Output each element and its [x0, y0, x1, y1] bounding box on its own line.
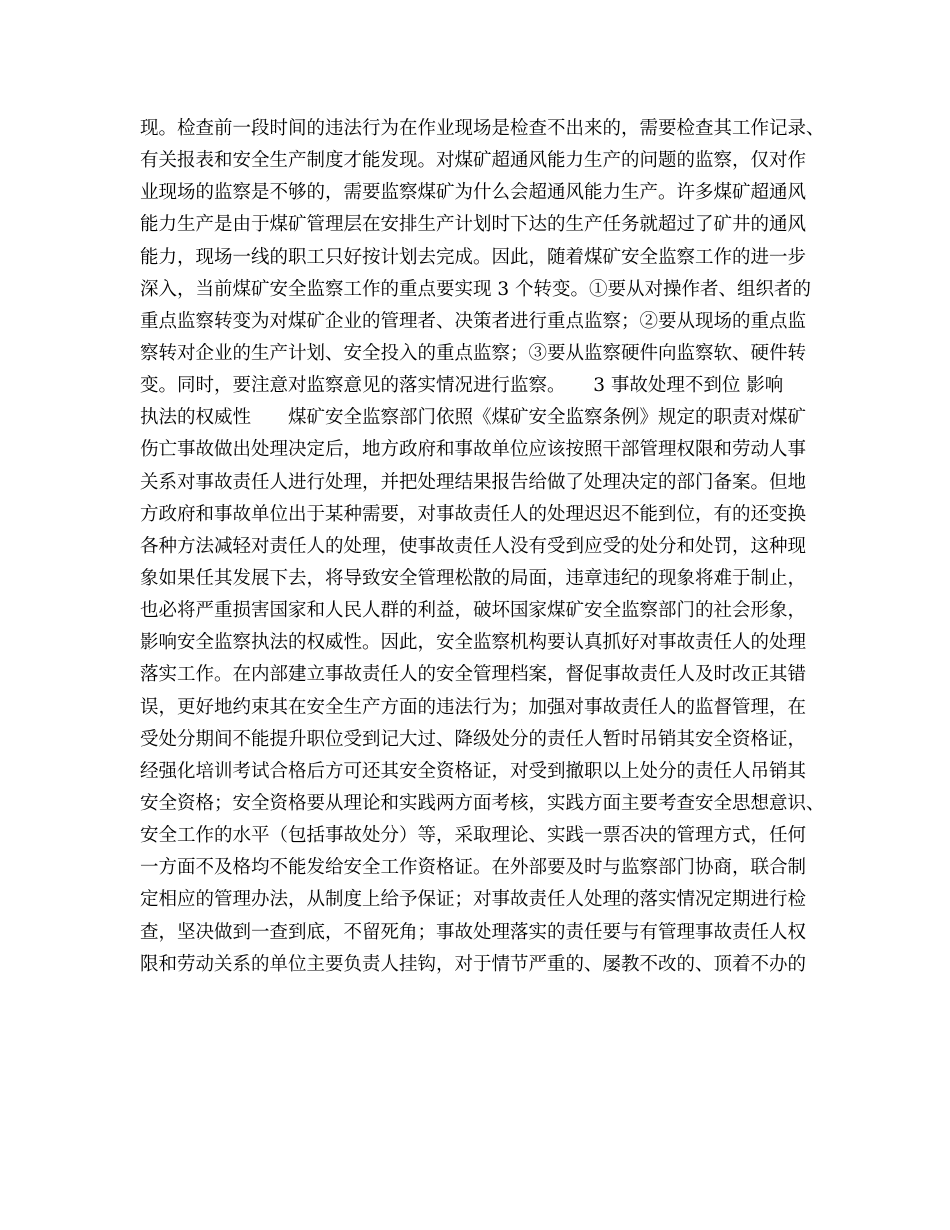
- body-text: [140, 113, 830, 981]
- text-line: 各种方法减轻对责任人的处理，使事故责任人没有受到应受的处分和处罚，这种现: [140, 535, 807, 557]
- text-line: 影响安全监察执法的权威性。因此，安全监察机构要认真抓好对事故责任人的处理: [140, 632, 807, 654]
- text-line: 能力，现场一线的职工只好按计划去完成。因此，随着煤矿安全监察工作的进一步: [140, 246, 807, 268]
- text-line: 也必将严重损害国家和人民人群的利益，破坏国家煤矿安全监察部门的社会形象，: [140, 600, 807, 622]
- text-line: 受处分期间不能提升职位受到记大过、降级处分的责任人暂时吊销其安全资格证，: [140, 728, 807, 750]
- text-line: 能力生产是由于煤矿管理层在安排生产计划时下达的生产任务就超过了矿井的通风: [140, 214, 807, 236]
- text-line: 察转对企业的生产计划、安全投入的重点监察；③要从监察硬件向监察软、硬件转: [140, 342, 807, 364]
- text-line: 定相应的管理办法，从制度上给予保证；对事故责任人处理的落实情况定期进行检: [140, 889, 807, 911]
- text-line: 伤亡事故做出处理决定后，地方政府和事故单位应该按照干部管理权限和劳动人事: [140, 439, 807, 461]
- text-line: 有关报表和安全生产制度才能发现。对煤矿超通风能力生产的问题的监察，仅对作: [140, 150, 807, 172]
- text-line: 安全资格；安全资格要从理论和实践两方面考核，实践方面主要考查安全思想意识、: [140, 792, 825, 814]
- text-line: 一方面不及格均不能发给安全工作资格证。在外部要及时与监察部门协商，联合制: [140, 857, 807, 879]
- text-line: 执法的权威性 煤矿安全监察部门依照《煤矿安全监察条例》规定的职责对煤矿: [140, 407, 807, 429]
- text-line: 落实工作。在内部建立事故责任人的安全管理档案，督促事故责任人及时改正其错: [140, 664, 807, 686]
- text-line: 误，更好地约束其在安全生产方面的违法行为；加强对事故责任人的监督管理，在: [140, 696, 807, 718]
- text-line: 限和劳动关系的单位主要负责人挂钩，对于情节严重的、屡教不改的、顶着不办的: [140, 953, 807, 975]
- text-line: 业现场的监察是不够的，需要监察煤矿为什么会超通风能力生产。许多煤矿超通风: [140, 182, 807, 204]
- text-line: 重点监察转变为对煤矿企业的管理者、决策者进行重点监察；②要从现场的重点监: [140, 310, 807, 332]
- text-line: 方政府和事故单位出于某种需要，对事故责任人的处理迟迟不能到位，有的还变换: [140, 503, 807, 525]
- text-line: 现。检查前一段时间的违法行为在作业现场是检查不出来的，需要检查其工作记录、: [140, 118, 825, 139]
- text-line: 安全工作的水平（包括事故处分）等，采取理论、实践一票否决的管理方式，任何: [140, 825, 807, 847]
- text-line: 变。同时，要注意对监察意见的落实情况进行监察。 3 事故处理不到位 影响: [140, 375, 784, 397]
- text-line: 关系对事故责任人进行处理，并把处理结果报告给做了处理决定的部门备案。但地: [140, 471, 807, 493]
- text-line: 象如果任其发展下去，将导致安全管理松散的局面，违章违纪的现象将难于制止，: [140, 567, 807, 589]
- text-line: 经强化培训考试合格后方可还其安全资格证，对受到撤职以上处分的责任人吊销其: [140, 760, 807, 782]
- text-line: 深入，当前煤矿安全监察工作的重点要实现 3 个转变。①要从对操作者、组织者的: [140, 278, 812, 300]
- text-line: 查，坚决做到一查到底，不留死角；事故处理落实的责任要与有管理事故责任人权: [140, 921, 807, 943]
